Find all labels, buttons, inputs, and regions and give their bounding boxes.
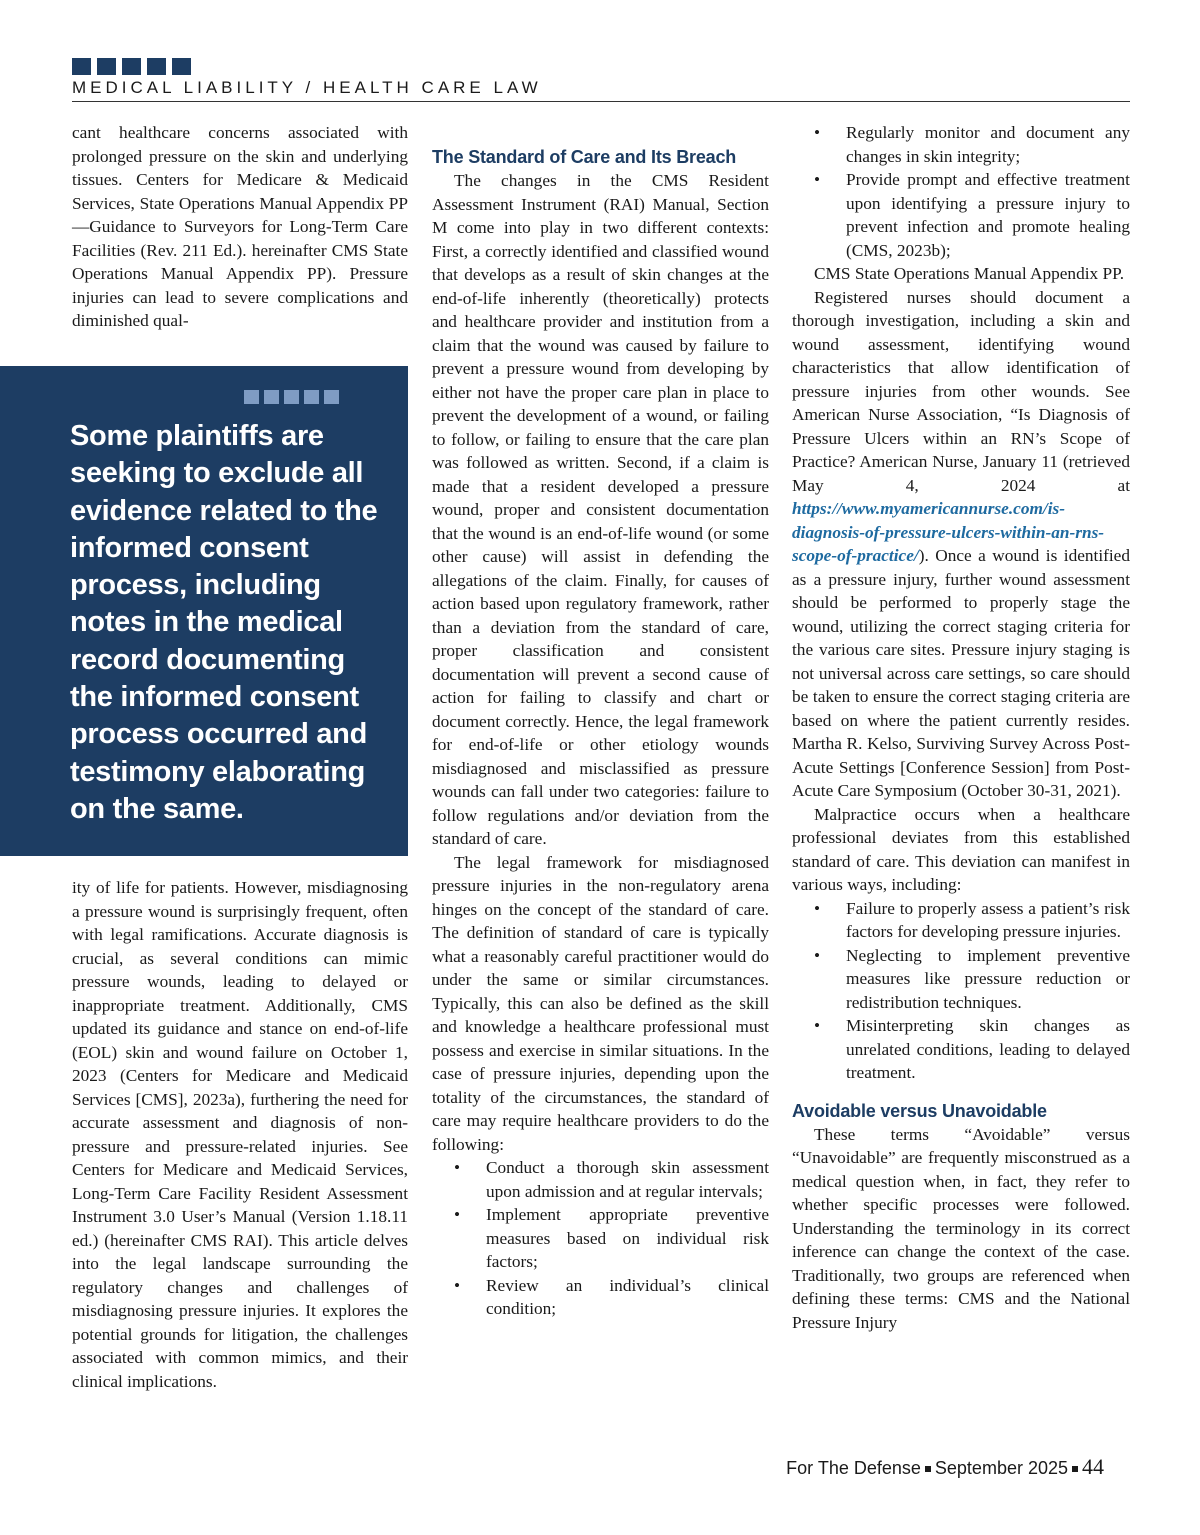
- list-item: [454, 1203, 769, 1274]
- column-2: [432, 145, 769, 1321]
- bullet-icon: •: [814, 170, 821, 189]
- column-3: [792, 121, 1130, 1334]
- paragraph: ity of life for patients. However, misdiagnosing a pressure wound is surprisingly frequent, often with legal ramifications. Accurate diagnosis is crucial, as several conditions can mimic pressure wounds, leading to delayed or inappropriate treatment. Additionally, CMS updated its guidance and stance on end-of-life (EOL) skin and wound failure on October 1, 2023 (Centers for Medicare and Medicaid Services [CMS], 2023a), furthering the need for accurate assessment and diagnosis of non-pressure and pressure-related injuries. See Centers for Medicare and Medicaid Services, Long-Term Care Facility Resident Assessment Instrument 3.0 User’s Manual (Version 1.18.11 ed.) (hereinafter CMS RAI). This article delves into the legal landscape surrounding the regulatory changes and challenges of misdiagnosing pressure injuries. It explores the potential grounds for litigation, the challenges associated with common mimics, and their clinical implications.: [72, 878, 408, 1391]
- pull-quote-square: [284, 390, 299, 404]
- paragraph: The changes in the CMS Resident Assessment Instrument (RAI) Manual, Section M come into play in two different contexts: First, a correctly identified and classified wound that develops as a result of skin changes at the end-of-life inherently (theoretically) protects and healthcare provider and institution from a claim that the wound was caused by failure to prevent a pressure wound from developing by either not have the proper care plan in place to prevent the development of a wound, or failing to follow, or failing to ensure that the care plan was followed as written. Second, if a claim is made that a resident developed a pressure wound, proper and consistent documentation that the wound is an end-of-life wound (or some other cause) will assist in defending the allegations of the claim. Finally, for causes of action based upon regulatory framework, rather than a deviation from the standard of care, proper classification and consistent documentation will prevent a second cause of action for failing to classify and chart or document correctly. Hence, the legal framework for end-of-life or other etiology wounds misdiagnosed and misclassified as pressure wounds can fall under two categories: failure to follow regulations and/or deviation from the standard of care.: [432, 171, 769, 848]
- list-item-text: Conduct a thorough skin assessment upon admission and at regular intervals;: [486, 1158, 769, 1201]
- list-item: [454, 1156, 769, 1203]
- column-1-bottom: [72, 876, 408, 1393]
- header-square: [122, 58, 141, 75]
- list-item: [814, 944, 1130, 1015]
- citation-link[interactable]: https://www.myamericannurse.com/is-diagnosis-of-pressure-ulcers-within-an-rns-scope-of-practice/: [792, 499, 1105, 565]
- list-item: [814, 168, 1130, 262]
- section-label: MEDICAL LIABILITY / HEALTH CARE LAW: [72, 78, 542, 97]
- header-square: [72, 58, 91, 75]
- pull-quote-square: [264, 390, 279, 404]
- paragraph: Malpractice occurs when a healthcare professional deviates from this established standard of care. This deviation can manifest in various ways, including:: [792, 804, 1130, 894]
- paragraph: These terms “Avoidable” versus “Unavoidable” are frequently misconstrued as a medical question when, in fact, they refer to whether specific processes were followed. Understanding the terminology in its correct inference can change the context of the case. Traditionally, two groups are referenced when defining these terms: CMS and the National Pressure Injury: [792, 1124, 1130, 1332]
- paragraph: CMS State Operations Manual Appendix PP.: [814, 264, 1125, 283]
- list-item-text: Neglecting to implement preventive measures like pressure reduction or redistribution techniques.: [846, 945, 1130, 1012]
- pull-quote-square: [304, 390, 319, 404]
- list-item: [454, 1274, 769, 1321]
- list-item-text: Failure to properly assess a patient’s risk factors for developing pressure injuries.: [846, 898, 1130, 941]
- list-item-text: Review an individual’s clinical condition;: [486, 1275, 769, 1318]
- bullet-icon: •: [814, 1016, 821, 1035]
- paragraph: [792, 286, 1130, 803]
- list-item: [814, 121, 1130, 168]
- bullet-icon: •: [454, 1205, 461, 1224]
- pull-quote-square: [244, 390, 259, 404]
- bullet-list: [792, 897, 1130, 1085]
- header-rule: [72, 101, 1130, 102]
- list-item-text: Implement appropriate preventive measures based on individual risk factors;: [486, 1205, 769, 1271]
- paragraph: cant healthcare concerns associated with prolonged pressure on the skin and underlying tissues. Centers for Medicare & Medicaid Services, State Operations Manual Appendix PP—Guidance to Surveyors for Long-Term Care Facilities (Rev. 211 Ed.). hereinafter CMS State Operations Manual Appendix PP). Pressure injuries can lead to severe complications and diminished qual-: [72, 123, 408, 330]
- pull-quote-text: Some plaintiffs are seeking to exclude all evidence related to the informed consent process, including notes in the medical record documenting the informed consent process occurred and testimony elaborating on the same.: [70, 420, 378, 825]
- paragraph-text: ). Once a wound is identified as a pressure injury, further wound assessment should be performed to properly stage the wound, utilizing the correct staging criteria for the various care sites. Pressure injury staging is not universal across care settings, so care should be taken to ensure the correct staging criteria are based on where the patient currently resides. Martha R. Kelso, Surviving Survey Across Post-Acute Settings [Conference Session] from Post-Acute Care Symposium (October 30-31, 2021).: [792, 546, 1130, 800]
- section-heading: The Standard of Care and Its Breach: [432, 147, 737, 167]
- section-heading: Avoidable versus Unavoidable: [792, 1100, 1047, 1121]
- pull-quote-square: [324, 390, 339, 404]
- bullet-list: [432, 1156, 769, 1321]
- header-squares: [72, 58, 191, 75]
- bullet-icon: •: [814, 123, 821, 142]
- pull-quote-squares: [244, 390, 339, 404]
- header-square: [172, 58, 191, 75]
- pull-quote: [0, 366, 408, 856]
- column-1-top: [72, 121, 408, 333]
- list-item-text: Misinterpreting skin changes as unrelated conditions, leading to delayed treatment.: [846, 1016, 1130, 1082]
- bullet-icon: •: [454, 1275, 461, 1295]
- bullet-list: [792, 121, 1130, 262]
- bullet-icon: •: [814, 945, 821, 965]
- paragraph-text: Registered nurses should document a thorough investigation, including a skin and wound assessment, identifying wound characteristics that allow identification of pressure injuries from other wounds. See American Nurse Association, “Is Diagnosis of Pressure Ulcers within an RN’s Scope of Practice? American Nurse, January 11 (retrieved May 4, 2024 at: [792, 287, 1130, 495]
- list-item: [814, 1014, 1130, 1085]
- list-item-text: Regularly monitor and document any changes in skin integrity;: [846, 123, 1130, 166]
- list-item: [814, 897, 1130, 944]
- publication-name: For The Defense: [786, 1458, 921, 1478]
- separator-square: [1072, 1466, 1078, 1472]
- header-square: [147, 58, 166, 75]
- bullet-icon: •: [454, 1158, 461, 1177]
- list-item-text: Provide prompt and effective treatment upon identifying a pressure injury to prevent infection and promote healing (CMS, 2023b);: [846, 170, 1130, 260]
- paragraph: The legal framework for misdiagnosed pressure injuries in the non-regulatory arena hinges on the concept of the standard of care. The definition of standard of care is typically what a reasonably careful practitioner would do under the same or similar circumstances. Typically, this can also be defined as the skill and knowledge a healthcare professional must possess and exercise in similar situations. In the case of pressure injuries, depending upon the totality of the circumstances, the standard of care may require healthcare providers to do the following:: [432, 852, 769, 1154]
- page-footer: [786, 1454, 1104, 1480]
- bullet-icon: •: [814, 898, 821, 918]
- separator-square: [925, 1466, 931, 1472]
- header-square: [97, 58, 116, 75]
- issue-date: September 2025: [934, 1458, 1068, 1478]
- page-number: 44: [1082, 1454, 1104, 1479]
